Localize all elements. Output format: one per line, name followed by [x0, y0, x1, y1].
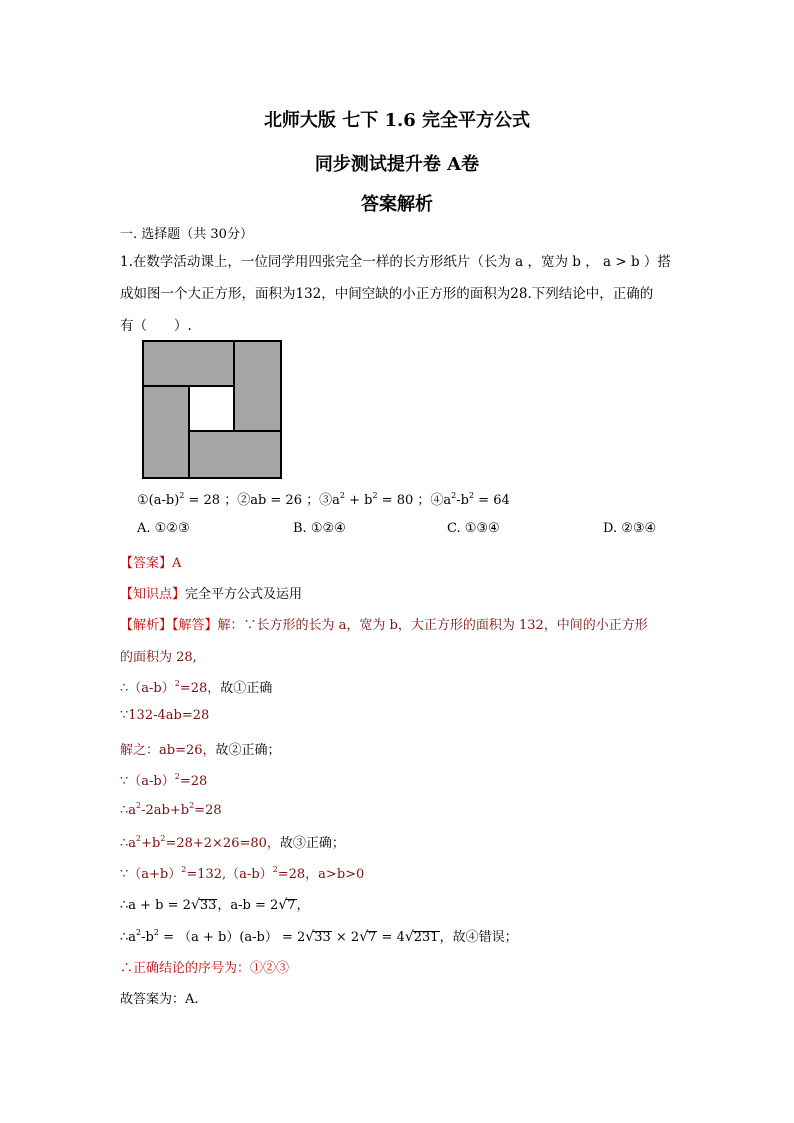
square-figure: [142, 340, 282, 480]
answer-value: A: [172, 556, 182, 571]
document-subtitle: 同步测试提升卷 A卷: [314, 154, 480, 175]
question-line-1: 1.在数学活动课上，一位同学用四张完全一样的长方形纸片（长为 a ，宽为 b ， a > b ）搭: [120, 254, 671, 270]
analysis-line-4: ∵132-4ab=28: [120, 708, 210, 723]
analysis-line-2: 的面积为 28,: [120, 650, 197, 665]
analysis-line-1: 【解析】【解答】解：∵长方形的长为 a，宽为 b，大正方形的面积为 132，中间的小正方形: [120, 618, 648, 633]
analysis-line-9: $\because(a+b)^2=132,(a-b)^2=28$，a>b>0: [120, 865, 365, 882]
figure-center-square: [189, 386, 234, 431]
analysis-line-3: $\therefore(a-b)^2=28$，故①正确: [120, 679, 273, 696]
section-heading: 一. 选择题（共 30分）: [120, 227, 253, 242]
answer-analysis-heading: 答案解析: [361, 194, 433, 215]
document-title: 北师大版 七下 1.6 完全平方公式: [263, 110, 531, 131]
analysis-line-8: $\therefore a^2+b^2=28+2\times 26=80$，故③正确；: [120, 834, 345, 851]
choice-c: C. ①③④: [447, 521, 500, 536]
figure-rect-bottom: [189, 431, 281, 478]
analysis-line-11: $\therefore a^2-b^2 = (a + b)(a-b) = 2√33 \times 2√7 = 4√231$，故④错误；: [120, 928, 518, 945]
statements-line: $①(a-b)^2 = 28$ ；②ab = 26 ；$③a^2 + b^2 = 80$ ；$④a^2-b^2 = 64$: [137, 491, 510, 508]
figure-rect-top: [143, 341, 234, 386]
question-line-3: 有（ ）.: [120, 318, 192, 334]
analysis-line-5: 解之：ab=26，故②正确；: [120, 743, 281, 758]
choice-a: A. ①②③: [137, 521, 190, 536]
choice-d: D. ②③④: [603, 521, 657, 536]
figure-rect-left: [143, 386, 189, 478]
choice-b: B. ①②④: [293, 521, 346, 536]
analysis-line-7: $\therefore a^2-2ab+b^2=28$: [120, 801, 222, 818]
analysis-line-10: ∴a + b = 2√33，a-b = 2√7，: [120, 897, 310, 913]
answer-line: 【答案】A: [120, 556, 182, 571]
knowledge-line: 【知识点】完全平方公式及运用: [120, 587, 303, 602]
analysis-line-6: $\because(a-b)^2=28$: [120, 772, 208, 789]
figure-rect-right: [234, 341, 281, 431]
question-line-2: 成如图一个大正方形，面积为132，中间空缺的小正方形的面积为28.下列结论中，正确的: [120, 286, 654, 302]
analysis-line-13: 故答案为：A.: [120, 992, 199, 1007]
analysis-line-12: ∴正确结论的序号为：①②③: [120, 961, 290, 976]
